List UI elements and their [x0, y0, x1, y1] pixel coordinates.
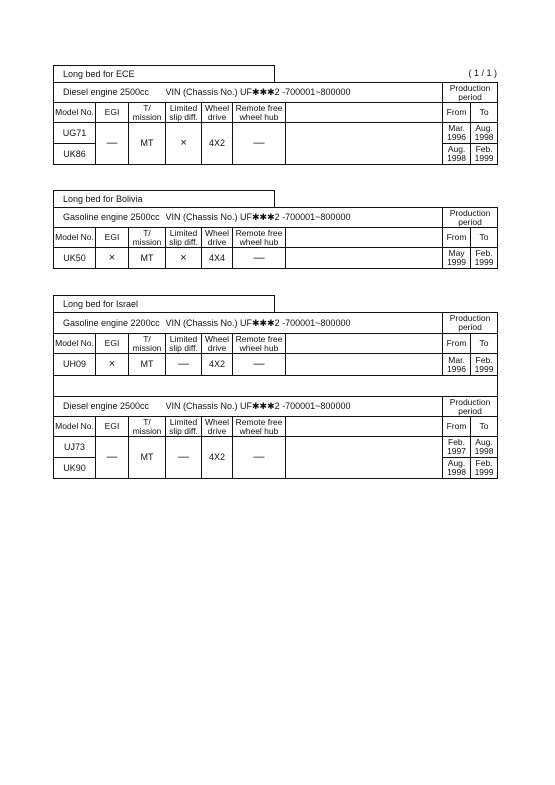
remote-hub-header: Remote free wheel hub [233, 417, 286, 437]
from-header: From [443, 334, 471, 354]
wheel-drive-header: Wheel drive [202, 417, 233, 437]
remote-hub-value: — [233, 248, 286, 269]
model-no: UK50 [54, 248, 96, 269]
section-ece [53, 65, 497, 169]
from-header: From [443, 103, 471, 123]
transmission-value: MT [129, 354, 166, 376]
remote-hub-header: Remote free wheel hub [233, 228, 286, 248]
model-no: UG71 [54, 123, 96, 144]
remote-hub-header: Remote free wheel hub [233, 103, 286, 123]
limited-slip-value: — [166, 437, 202, 479]
limited-slip-header: Limited slip diff. [166, 417, 202, 437]
model-no-header: Model No. [54, 417, 96, 437]
transmission-header: T/ mission [129, 103, 166, 123]
to-header: To [471, 103, 498, 123]
limited-slip-header: Limited slip diff. [166, 103, 202, 123]
section-title-israel: Long bed for Israel [53, 295, 275, 312]
transmission-value: MT [129, 248, 166, 269]
engine-label: Diesel engine 2500cc [54, 83, 166, 103]
from-date: Aug. 1998 [443, 144, 471, 165]
model-no: UK86 [54, 144, 96, 165]
from-header: From [443, 228, 471, 248]
model-no-header: Model No. [54, 334, 96, 354]
remote-hub-value: — [233, 123, 286, 165]
from-header: From [443, 417, 471, 437]
remote-hub-value: — [233, 354, 286, 376]
vin-label: VIN (Chassis No.) UF✱✱✱2 -700001~800000 [166, 313, 443, 334]
production-period-header: Production period [443, 208, 498, 228]
wheel-drive-value: 4X2 [202, 123, 233, 165]
egi-header: EGI [96, 334, 129, 354]
section-title-bolivia: Long bed for Bolivia [53, 190, 275, 207]
page-number: ( 1 / 1 ) [468, 68, 497, 78]
transmission-header: T/ mission [129, 334, 166, 354]
engine-label: Gasoline engine 2200cc [54, 313, 166, 334]
limited-slip-header: Limited slip diff. [166, 334, 202, 354]
to-header: To [471, 334, 498, 354]
egi-value: — [96, 437, 129, 479]
vin-label: VIN (Chassis No.) UF✱✱✱2 -700001~800000 [166, 83, 443, 103]
egi-value: × [96, 248, 129, 269]
section-israel [53, 295, 497, 490]
to-date: Feb. 1999 [471, 458, 498, 479]
wheel-drive-header: Wheel drive [202, 228, 233, 248]
to-date: Feb. 1999 [471, 248, 498, 269]
production-period-header: Production period [443, 313, 498, 334]
from-date: Feb. 1997 [443, 437, 471, 458]
to-date: Aug. 1998 [471, 437, 498, 458]
to-date: Aug. 1998 [471, 123, 498, 144]
spec-table-ece [53, 82, 498, 165]
limited-slip-value: × [166, 248, 202, 269]
egi-header: EGI [96, 417, 129, 437]
model-no: UJ73 [54, 437, 96, 458]
from-date: May 1999 [443, 248, 471, 269]
spec-table-israel [53, 312, 498, 479]
wheel-drive-value: 4X4 [202, 248, 233, 269]
from-date: Aug. 1998 [443, 458, 471, 479]
transmission-header: T/ mission [129, 417, 166, 437]
engine-label: Diesel engine 2500cc [54, 397, 166, 417]
transmission-header: T/ mission [129, 228, 166, 248]
wheel-drive-value: 4X2 [202, 437, 233, 479]
limited-slip-value: — [166, 354, 202, 376]
vin-label: VIN (Chassis No.) UF✱✱✱2 -700001~800000 [166, 397, 443, 417]
section-bolivia [53, 190, 497, 275]
engine-label: Gasoline engine 2500cc [54, 208, 166, 228]
to-header: To [471, 228, 498, 248]
remote-hub-value: — [233, 437, 286, 479]
remote-hub-header: Remote free wheel hub [233, 334, 286, 354]
egi-value: — [96, 123, 129, 165]
model-no: UH09 [54, 354, 96, 376]
model-no: UK90 [54, 458, 96, 479]
production-period-header: Production period [443, 83, 498, 103]
limited-slip-header: Limited slip diff. [166, 228, 202, 248]
spec-table-bolivia [53, 207, 498, 269]
wheel-drive-header: Wheel drive [202, 103, 233, 123]
to-date: Feb. 1999 [471, 144, 498, 165]
limited-slip-value: × [166, 123, 202, 165]
wheel-drive-value: 4X2 [202, 354, 233, 376]
egi-value: × [96, 354, 129, 376]
transmission-value: MT [129, 437, 166, 479]
model-no-header: Model No. [54, 103, 96, 123]
vin-label: VIN (Chassis No.) UF✱✱✱2 -700001~800000 [166, 208, 443, 228]
model-no-header: Model No. [54, 228, 96, 248]
production-period-header: Production period [443, 397, 498, 417]
transmission-value: MT [129, 123, 166, 165]
egi-header: EGI [96, 228, 129, 248]
from-date: Mar. 1996 [443, 123, 471, 144]
wheel-drive-header: Wheel drive [202, 334, 233, 354]
from-date: Mar. 1996 [443, 354, 471, 376]
to-header: To [471, 417, 498, 437]
egi-header: EGI [96, 103, 129, 123]
to-date: Feb. 1999 [471, 354, 498, 376]
section-title-ece: Long bed for ECE [53, 65, 275, 82]
